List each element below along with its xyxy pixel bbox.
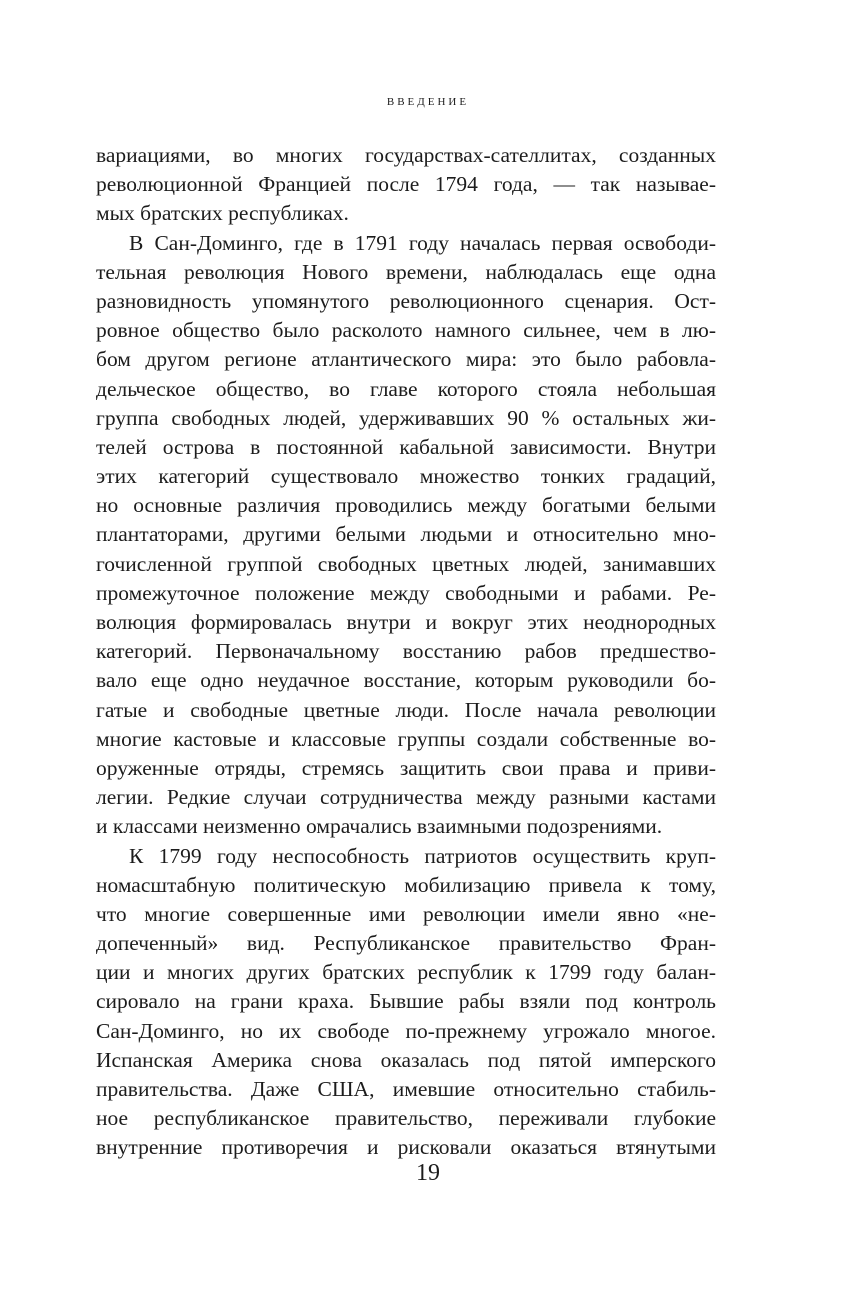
text-line: промежуточное положение между свободными и рабами. Ре- [96, 580, 716, 605]
text-line: номасштабную политическую мобилизацию привела к тому, [96, 872, 716, 897]
text-line: гатые и свободные цветные люди. После начала революции [96, 697, 716, 722]
text-line: ровное общество было расколото намного сильнее, чем в лю- [96, 318, 716, 343]
text-line: внутренние противоречия и рисковали оказаться втянутыми [96, 1135, 716, 1160]
text-line: бом другом регионе атлантического мира: это было рабовла- [96, 347, 716, 372]
text-line: дельческое общество, во главе которого стояла небольшая [96, 376, 716, 401]
text-line: телей острова в постоянной кабальной зависимости. Внутри [96, 434, 716, 459]
text-line: К 1799 году неспособность патриотов осуществить круп- [129, 843, 716, 868]
text-line: Испанская Америка снова оказалась под пятой имперского [96, 1047, 716, 1072]
text-line: правительства. Даже США, имевшие относительно стабиль- [96, 1077, 716, 1101]
running-header: введение [386, 93, 470, 109]
text-line: Сан-Доминго, но их свободе по-прежнему угрожало многое. [96, 1018, 716, 1043]
text-line: гочисленной группой свободных цветных людей, занимавших [96, 551, 716, 576]
text-line: революционной Францией после 1794 года, — так называе- [96, 172, 716, 197]
text-line: ное республиканское правительство, переживали глубокие [96, 1106, 716, 1131]
text-line: но основные различия проводились между богатыми белыми [96, 493, 716, 518]
body-text [96, 141, 716, 1163]
text-line: и классами неизменно омрачались взаимными подозрениями. [96, 814, 663, 839]
text-line: легии. Редкие случаи сотрудничества между разными кастами [96, 785, 716, 810]
text-line: вариациями, во многих государствах-сателлитах, созданных [96, 143, 716, 167]
page-number: 19 [416, 1160, 440, 1186]
text-line: ции и многих других братских республик к 1799 году балан- [96, 960, 716, 985]
text-line: допеченный» вид. Республиканское правительство Фран- [96, 931, 716, 956]
text-line: мых братских республиках. [96, 201, 349, 226]
text-line: волюция формировалась внутри и вокруг этих неоднородных [96, 610, 716, 634]
text-line: оруженные отряды, стремясь защитить свои права и приви- [96, 755, 716, 780]
text-line: плантаторами, другими белыми людьми и относительно мно- [96, 522, 716, 547]
text-line: группа свободных людей, удерживавших 90 % остальных жи- [96, 405, 716, 430]
text-line: категорий. Первоначальному восстанию рабов предшество- [96, 639, 716, 664]
text-line: вало еще одно неудачное восстание, которым руководили бо- [96, 668, 716, 693]
text-line: В Сан-Доминго, где в 1791 году началась первая освободи- [129, 230, 716, 255]
text-line: разновидность упомянутого революционного сценария. Ост- [96, 288, 716, 313]
text-line: сировало на грани краха. Бывшие рабы взяли под контроль [96, 989, 716, 1014]
text-line: что многие совершенные ими революции имели явно «не- [96, 901, 716, 926]
text-line: многие кастовые и классовые группы создали собственные во- [96, 726, 716, 751]
text-line: этих категорий существовало множество тонких градаций, [96, 464, 716, 489]
text-line: тельная революция Нового времени, наблюдалась еще одна [96, 259, 716, 284]
